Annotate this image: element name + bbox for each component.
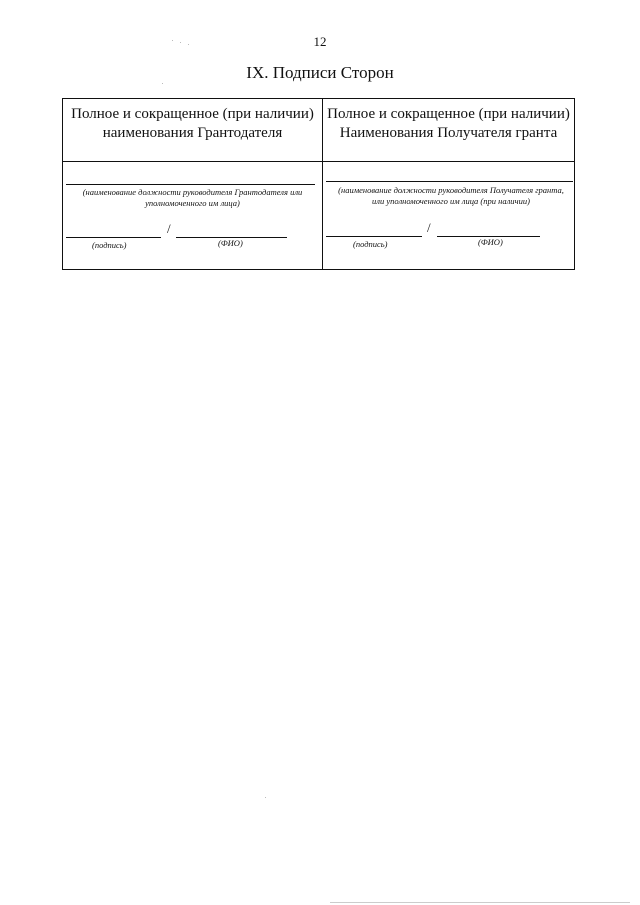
- scan-speck: [265, 797, 266, 798]
- scan-speck: [172, 40, 173, 41]
- recipient-position-line: [326, 181, 573, 182]
- grantor-position-line: [66, 184, 315, 185]
- recipient-header: Полное и сокращенное (при наличии) Наименования Получателя гранта: [327, 106, 570, 141]
- scan-speck: [162, 83, 163, 84]
- section-title: IX. Подписи Сторон: [246, 63, 394, 82]
- recipient-signature-caption: (подпись): [353, 239, 388, 249]
- grantor-signature-line: [66, 237, 161, 238]
- signatures-table: [62, 98, 575, 270]
- grantor-name-caption: (ФИО): [218, 238, 243, 248]
- recipient-name-caption: (ФИО): [478, 237, 503, 247]
- grantor-header: Полное и сокращенное (при наличии) наименования Грантодателя: [71, 106, 314, 141]
- recipient-slash: /: [427, 220, 431, 235]
- scan-speck: [188, 44, 189, 45]
- grantor-position-caption: (наименование должности руководителя Грантодателя или уполномоченного им лица): [82, 187, 303, 208]
- page-number: 12: [313, 34, 327, 49]
- grantor-signature-caption: (подпись): [92, 240, 127, 250]
- grantor-slash: /: [167, 221, 171, 236]
- recipient-position-caption: (наименование должности руководителя Получателя гранта, или уполномоченного им лица (при наличии): [338, 185, 564, 206]
- recipient-signature-line: [326, 236, 422, 237]
- row-divider: [63, 161, 574, 162]
- scan-speck: [180, 42, 181, 43]
- scan-edge-line: [330, 902, 630, 903]
